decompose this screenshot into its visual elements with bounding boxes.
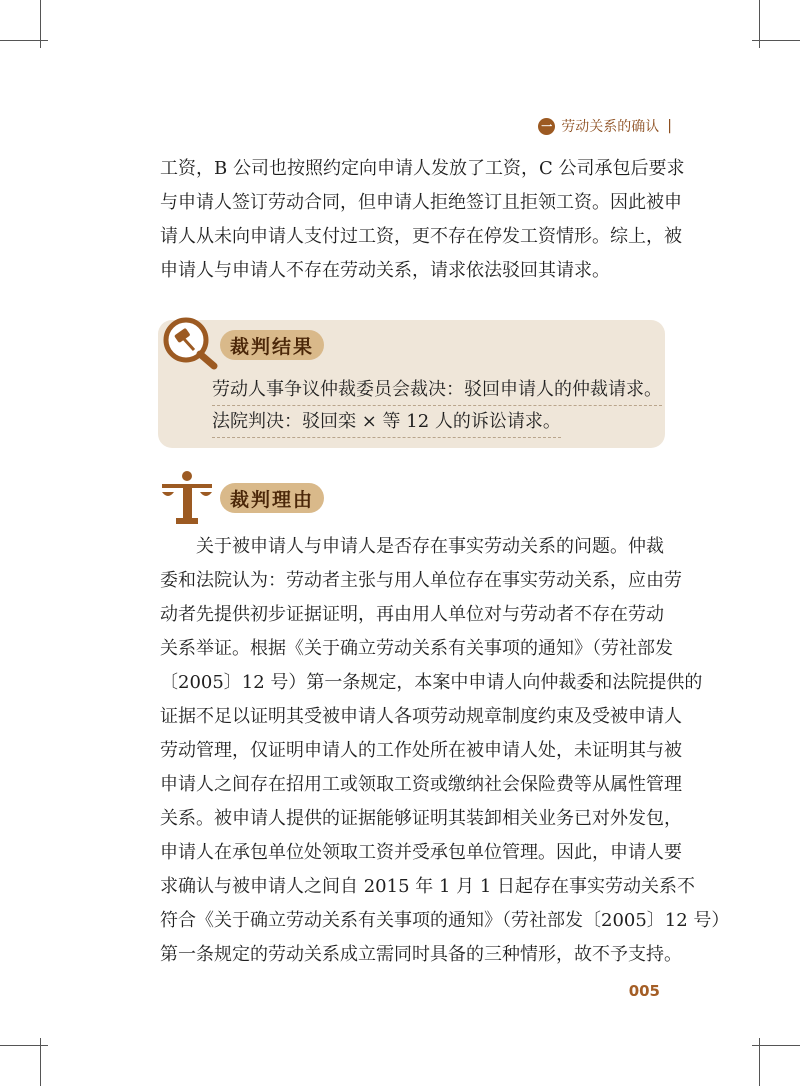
text-line: 关于被申请人与申请人是否存在事实劳动关系的问题。仲裁: [196, 536, 664, 557]
text-line: 申请人与申请人不存在劳动关系，请求依法驳回其请求。: [160, 260, 610, 281]
crop-mark: [0, 1045, 48, 1046]
text-line: 关系举证。根据《关于确立劳动关系有关事项的通知》（劳社部发: [160, 638, 673, 659]
text-line: 第一条规定的劳动关系成立需同时具备的三种情形，故不予支持。: [160, 944, 682, 965]
crop-mark: [752, 1045, 800, 1046]
scales-icon: [158, 470, 216, 526]
text-line: 动者先提供初步证据证明，再由用人单位对与劳动者不存在劳动: [160, 604, 664, 625]
text-line: 证据不足以证明其受被申请人各项劳动规章制度约束及受被申请人: [160, 706, 682, 727]
result-section-title: 裁判结果: [220, 330, 324, 360]
text-line: 关系。被申请人提供的证据能够证明其装卸相关业务已对外发包，: [160, 808, 682, 829]
chapter-number-badge: 一: [538, 118, 555, 135]
result-line: 劳动人事争议仲裁委员会裁决：驳回申请人的仲裁请求。: [212, 375, 662, 406]
text-line: 申请人在承包单位处领取工资并受承包单位管理。因此，申请人要: [160, 842, 682, 863]
text-line: 委和法院认为：劳动者主张与用人单位存在事实劳动关系，应由劳: [160, 570, 682, 591]
result-line: 法院判决：驳回栾 × 等 12 人的诉讼请求。: [212, 407, 561, 438]
reason-paragraph: [160, 530, 730, 972]
crop-mark: [752, 40, 800, 41]
intro-paragraph: [160, 152, 685, 288]
text-line: 与申请人签订劳动合同，但申请人拒绝签订且拒领工资。因此被申: [160, 192, 682, 213]
reason-section-title: 裁判理由: [220, 483, 324, 513]
header-separator: |: [667, 118, 672, 134]
text-line: 〔2005〕12 号）第一条规定，本案中申请人向仲裁委和法院提供的: [160, 672, 703, 693]
text-line: 劳动管理，仅证明申请人的工作处所在被申请人处，未证明其与被: [160, 740, 682, 761]
gavel-magnifier-icon: [160, 314, 220, 370]
text-line: 符合《关于确立劳动关系有关事项的通知》（劳社部发〔2005〕12 号）: [160, 910, 730, 931]
running-header: [538, 113, 672, 139]
text-line: 工资，B 公司也按照约定向申请人发放了工资，C 公司承包后要求: [160, 158, 685, 179]
text-line: 申请人之间存在招用工或领取工资或缴纳社会保险费等从属性管理: [160, 774, 682, 795]
crop-mark: [0, 40, 48, 41]
page-number: 005: [628, 982, 660, 1000]
chapter-title: 劳动关系的确认: [561, 119, 660, 135]
text-line: 求确认与被申请人之间自 2015 年 1 月 1 日起存在事实劳动关系不: [160, 876, 696, 897]
text-line: 请人从未向申请人支付过工资，更不存在停发工资情形。综上，被: [160, 226, 682, 247]
